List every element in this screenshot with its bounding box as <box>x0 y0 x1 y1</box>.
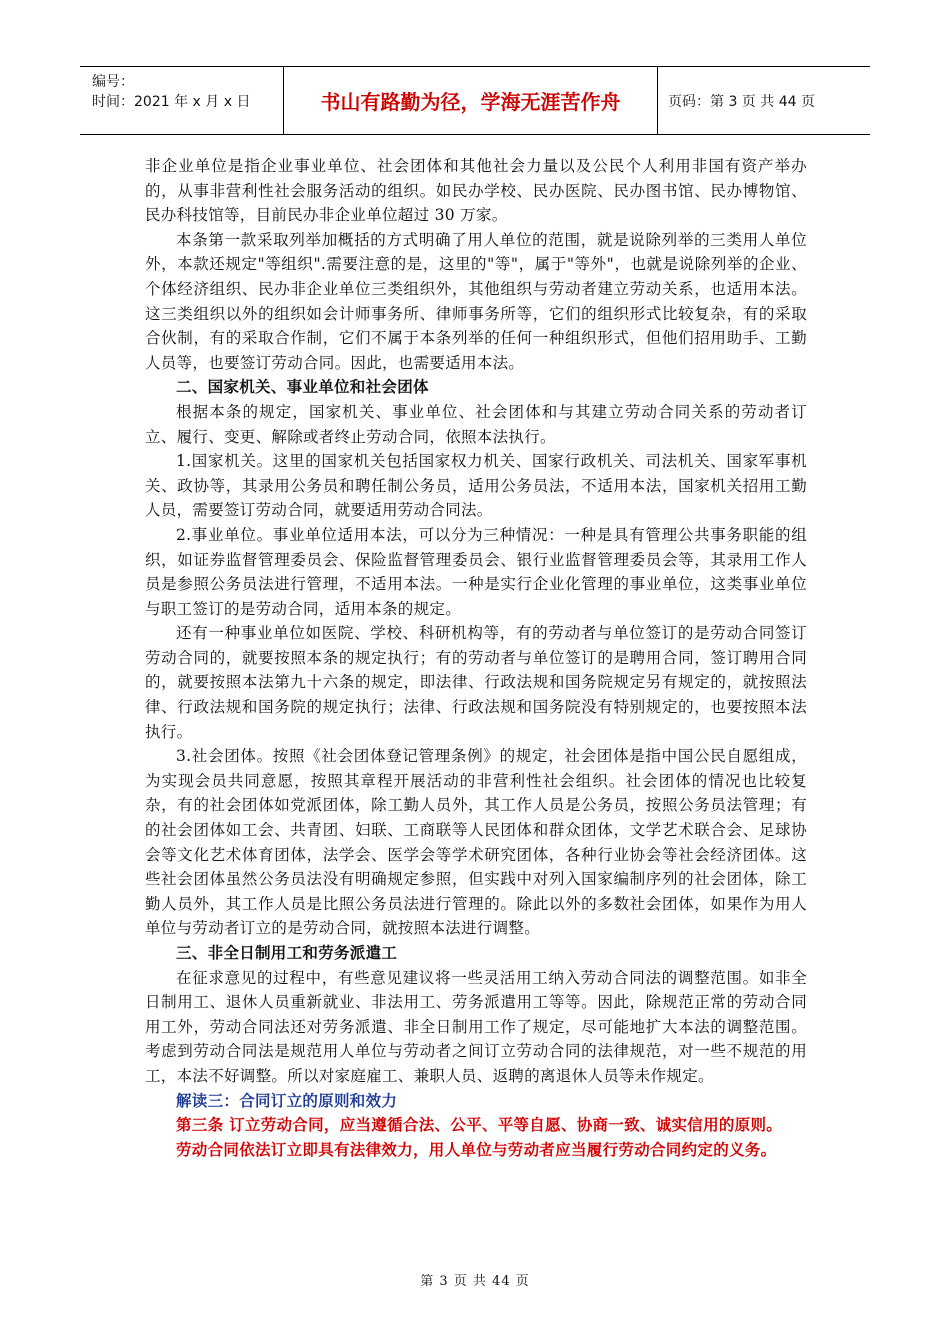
page-footer: 第 3 页 共 44 页 <box>420 1274 530 1289</box>
interpretation-title: 解读三：合同订立的原则和效力 <box>176 1090 398 1110</box>
paragraph: 非企业单位是指企业事业单位、社会团体和其他社会力量以及公民个人利用非国有资产举办的，从事非营利性社会服务活动的组织。如民办学校、民办医院、民办图书馆、民办博物馆、民办科技馆等，目前民办非企业单位超过 30 万家。 <box>145 157 807 225</box>
document-time: 时间：2021 年 x 月 x 日 <box>92 94 251 110</box>
paragraph: 在征求意见的过程中，有些意见建议将一些灵活用工纳入劳动合同法的调整范围。如非全日制用工、退休人员重新就业、非法用工、劳务派遣用工等等。因此，除规范正常的劳动合同用工外，劳动合同法还对劳务派遣、非全日制用工作了规定，尽可能地扩大本法的调整范围。考虑到劳动合同法是规范用人单位与劳动者之间订立劳动合同的法律规范，对一些不规范的用工，本法不好调整。所以对家庭雇工、兼职人员、返聘的离退休人员等未作规定。 <box>145 968 807 1085</box>
article-text: 第三条 订立劳动合同，应当遵循合法、公平、平等自愿、协商一致、诚实信用的原则。 <box>176 1115 783 1135</box>
header-motto: 书山有路勤为径，学海无涯苦作舟 <box>284 67 658 134</box>
document-body <box>145 154 807 1162</box>
page-header <box>80 66 870 135</box>
paragraph: 2.事业单位。事业单位适用本法，可以分为三种情况：一种是具有管理公共事务职能的组织，如证券监督管理委员会、保险监督管理委员会、银行业监督管理委员会等，其录用工作人员是参照公务员法进行管理，不适用本法。一种是实行企业化管理的事业单位，这类事业单位与职工签订的是劳动合同，适用本条的规定。 <box>145 525 807 618</box>
document-number-label: 编号： <box>92 74 134 90</box>
paragraph: 3.社会团体。按照《社会团体登记管理条例》的规定，社会团体是指中国公民自愿组成，为实现会员共同意愿，按照其章程开展活动的非营利性社会组织。社会团体的情况也比较复杂，有的社会团体如党派团体，除工勤人员外，其工作人员是公务员，按照公务员法管理；有的社会团体如工会、共青团、妇联、工商联等人民团体和群众团体，文学艺术联合会、足球协会等文化艺术体育团体，法学会、医学会等学术研究团体，各种行业协会等社会经济团体。这些社会团体虽然公务员法没有明确规定参照，但实践中对列入国家编制序列的社会团体，除工勤人员外，其工作人员是比照公务员法进行管理的。除此以外的多数社会团体，如果作为用人单位与劳动者订立的是劳动合同，就按照本法进行调整。 <box>145 747 807 938</box>
paragraph: 1.国家机关。这里的国家机关包括国家权力机关、国家行政机关、司法机关、国家军事机关、政协等，其录用公务员和聘任制公务员，适用公务员法，不适用本法，国家机关招用工勤人员，需要签订劳动合同，就要适用劳动合同法。 <box>145 452 807 520</box>
paragraph: 根据本条的规定，国家机关、事业单位、社会团体和与其建立劳动合同关系的劳动者订立、履行、变更、解除或者终止劳动合同，依照本法执行。 <box>145 402 807 446</box>
section-heading: 三、非全日制用工和劳务派遣工 <box>176 943 398 962</box>
paragraph: 还有一种事业单位如医院、学校、科研机构等，有的劳动者与单位签订的是劳动合同签订劳动合同的，就要按照本条的规定执行；有的劳动者与单位签订的是聘用合同，签订聘用合同的，就要按照本法第九十六条的规定，即法律、行政法规和国务院规定另有规定的，就按照法律、行政法规和国务院的规定执行；法律、行政法规和国务院没有特别规定的，也要按照本法执行。 <box>145 624 807 741</box>
header-meta <box>80 67 284 134</box>
section-heading: 二、国家机关、事业单位和社会团体 <box>176 377 429 397</box>
header-page-info: 页码：第 3 页 共 44 页 <box>668 93 815 110</box>
article-text: 劳动合同依法订立即具有法律效力，用人单位与劳动者应当履行劳动合同约定的义务。 <box>176 1139 777 1159</box>
paragraph: 本条第一款采取列举加概括的方式明确了用人单位的范围，就是说除列举的三类用人单位外，本款还规定"等组织".需要注意的是，这里的"等"，属于"等外"，也就是说除列举的企业、个体经济组织、民办非企业单位三类组织外，其他组织与劳动者建立劳动关系，也适用本法。这三类组织以外的组织如会计师事务所、律师事务所等，它们的组织形式比较复杂，有的采取合伙制，有的采取合作制，它们不属于本条列举的任何一种组织形式，但他们招用助手、工勤人员等，也要签订劳动合同。因此，也需要适用本法。 <box>145 230 807 372</box>
